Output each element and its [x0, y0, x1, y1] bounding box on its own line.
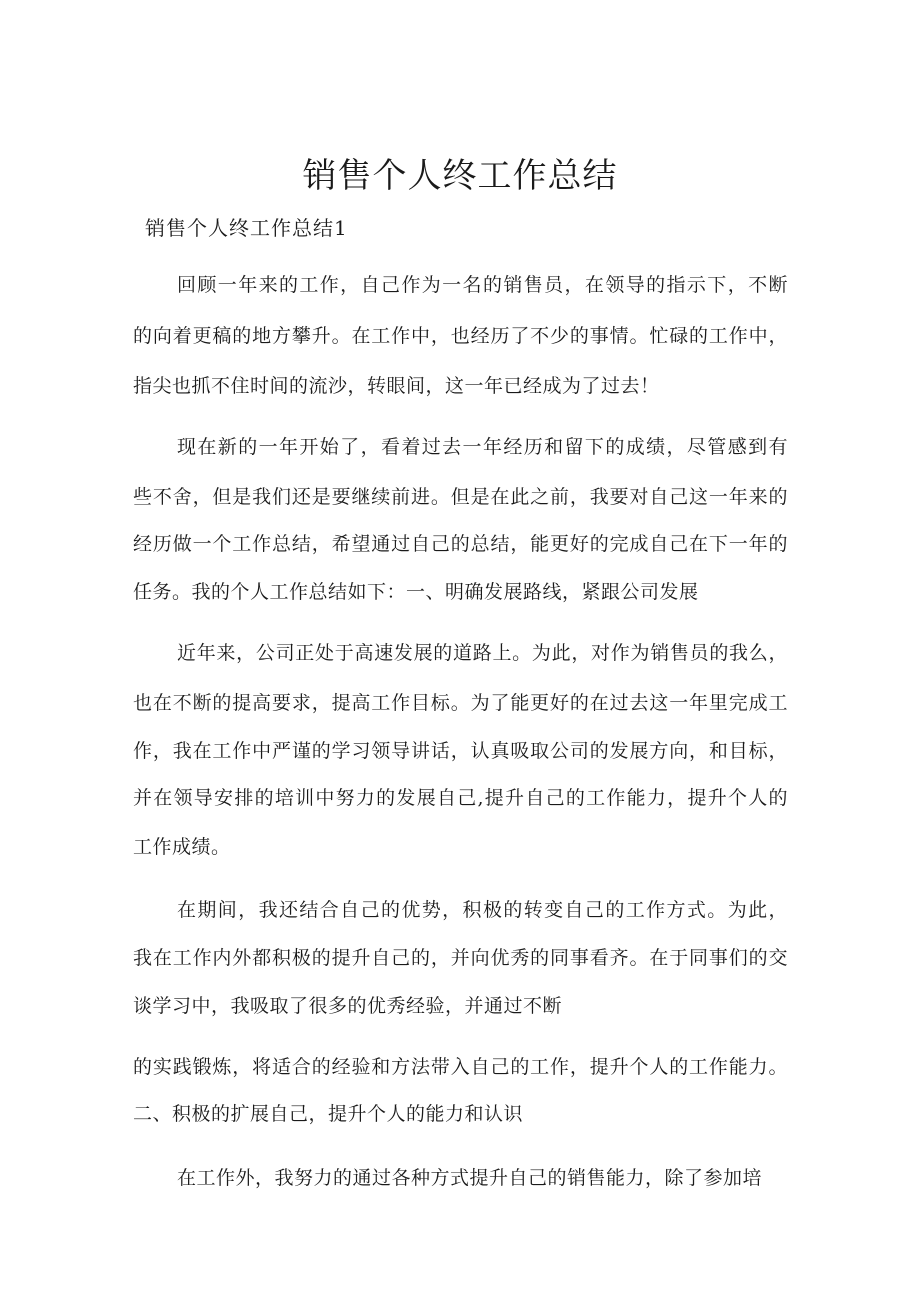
paragraph-2-line-2: 些不舍，但是我们还是要继续前进。但是在此之前，我要对自己这一年来的 — [133, 486, 788, 508]
paragraph-1-line-3: 指尖也抓不住时间的流沙，转眼间，这一年已经成为了过去！ — [133, 375, 660, 397]
document-title: 销售个人终工作总结 — [302, 156, 618, 196]
paragraph-3-line-5: 工作成绩。 — [133, 836, 231, 858]
paragraph-2-line-3: 经历做一个工作总结，希望通过自己的总结，能更好的完成自己在下一年的 — [133, 533, 788, 555]
paragraph-3-line-3: 作，我在工作中严谨的学习领导讲话，认真吸取公司的发展方向，和目标， — [133, 740, 788, 762]
paragraph-4-line-2: 我在工作内外都积极的提升自己的，并向优秀的同事看齐。在于同事们的交 — [133, 947, 788, 969]
section-heading: 销售个人终工作总结1 — [145, 216, 348, 240]
paragraph-4-line-1: 在期间，我还结合自己的优势，积极的转变自己的工作方式。为此， — [177, 899, 788, 921]
paragraph-4-line-3: 谈学习中，我吸取了很多的优秀经验，并通过不断 — [133, 995, 563, 1017]
paragraph-1-line-2: 的向着更稿的地方攀升。在工作中，也经历了不少的事情。忙碌的工作中， — [133, 325, 788, 347]
paragraph-5-line-1: 的实践锻炼，将适合的经验和方法带入自己的工作，提升个人的工作能力。 — [133, 1056, 788, 1078]
paragraph-3-line-4: 并在领导安排的培训中努力的发展自己,提升自己的工作能力，提升个人的 — [133, 787, 788, 809]
paragraph-6-line-1: 在工作外，我努力的通过各种方式提升自己的销售能力，除了参加培 — [177, 1167, 763, 1189]
paragraph-2-line-4: 任务。我的个人工作总结如下：一、明确发展路线，紧跟公司发展 — [133, 581, 699, 603]
paragraph-3-line-2: 也在不断的提高要求，提高工作目标。为了能更好的在过去这一年里完成工 — [133, 692, 788, 714]
paragraph-1-line-1: 回顾一年来的工作，自己作为一名的销售员，在领导的指示下，不断 — [177, 274, 788, 296]
paragraph-5-line-2: 二、积极的扩展自己，提升个人的能力和认识 — [133, 1103, 524, 1125]
paragraph-2-line-1: 现在新的一年开始了，看着过去一年经历和留下的成绩，尽管感到有 — [177, 436, 788, 458]
paragraph-3-line-1: 近年来，公司正处于高速发展的道路上。为此，对作为销售员的我么， — [177, 642, 788, 664]
